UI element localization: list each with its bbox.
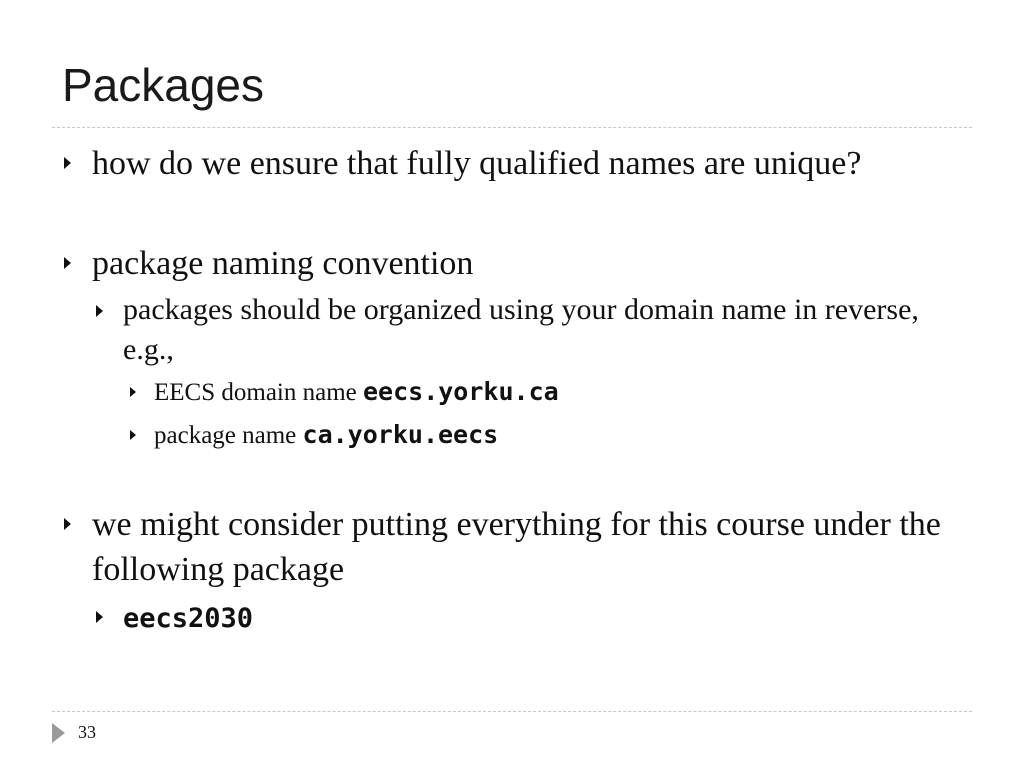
slide-title: Packages xyxy=(62,59,265,111)
bullet-text: we might consider putting everything for this course under the following package xyxy=(92,506,941,588)
bullet-text: how do we ensure that fully qualified names are unique? xyxy=(92,145,862,182)
bullet-text: package naming convention xyxy=(92,245,474,282)
bullet-arrow-icon xyxy=(130,430,136,440)
code-domain-name: eecs.yorku.ca xyxy=(363,377,559,406)
bullet-naming-convention xyxy=(92,241,972,286)
code-course-package: eecs2030 xyxy=(123,603,254,634)
code-package-name: ca.yorku.eecs xyxy=(302,420,499,449)
bullet-unique-names xyxy=(92,141,892,186)
bullet-eecs-domain xyxy=(154,376,954,409)
bullet-text: EECS domain name xyxy=(154,379,363,406)
title-divider xyxy=(52,127,972,128)
bullet-eecs2030 xyxy=(123,598,723,639)
footer-arrow-icon xyxy=(52,723,65,743)
bullet-arrow-icon xyxy=(130,387,136,397)
bullet-arrow-icon xyxy=(64,157,71,169)
page-number: 33 xyxy=(78,722,96,742)
bullet-arrow-icon xyxy=(96,611,103,623)
bullet-text: packages should be organized using your domain name in reverse, e.g., xyxy=(123,293,919,366)
bullet-domain-reverse xyxy=(123,290,953,370)
bullet-course-package xyxy=(92,502,972,592)
bullet-text: package name xyxy=(154,422,303,449)
bullet-arrow-icon xyxy=(64,257,71,269)
bullet-package-name xyxy=(154,419,954,452)
bullet-arrow-icon xyxy=(64,518,71,530)
bullet-arrow-icon xyxy=(96,305,103,317)
footer-divider xyxy=(52,711,972,712)
